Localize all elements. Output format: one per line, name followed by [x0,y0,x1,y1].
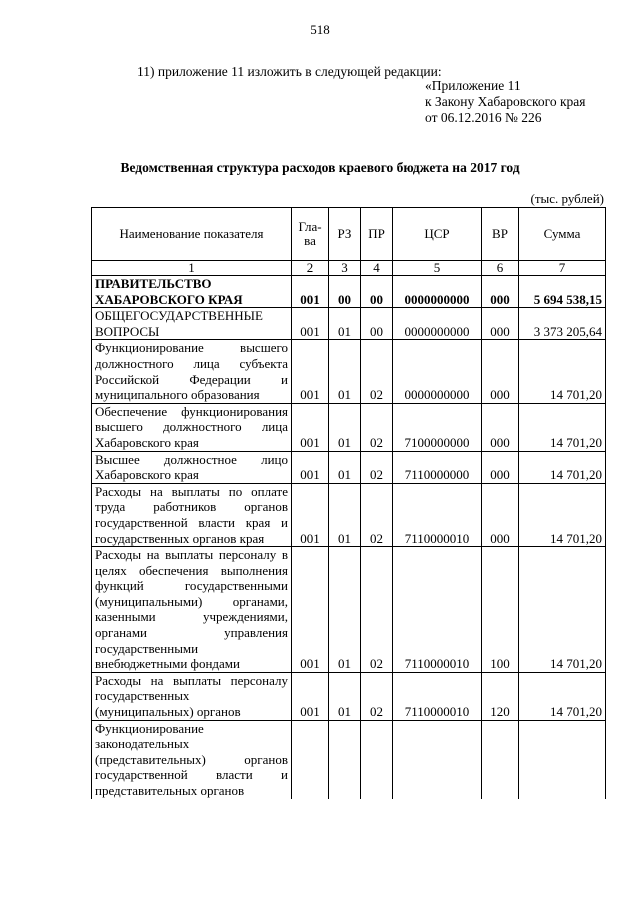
appendix-line-2: к Закону Хабаровского края [425,94,586,109]
row-pr: 02 [361,672,393,720]
header-row [92,208,606,261]
row-csr: 7110000010 [393,547,482,673]
row-vr: 100 [482,547,519,673]
row-vr: 000 [482,308,519,340]
row-csr: 7110000000 [393,451,482,483]
amendment-intro: 11) приложение 11 изложить в следующей редакции: [137,64,442,79]
row-csr: 7100000000 [393,403,482,451]
row-csr [393,720,482,798]
row-vr: 000 [482,403,519,451]
table-row [92,340,606,403]
budget-table [91,207,606,799]
row-csr: 7110000010 [393,672,482,720]
row-pr: 02 [361,403,393,451]
table-row [92,403,606,451]
header-name: Наименование показателя [92,208,292,261]
column-number: 1 [92,261,292,276]
row-glava: 001 [292,276,329,308]
row-vr: 000 [482,451,519,483]
row-glava: 001 [292,672,329,720]
row-name: Расходы на выплаты персоналу государственных (муниципальных) органов [92,672,292,720]
row-csr: 0000000000 [393,340,482,403]
row-glava: 001 [292,547,329,673]
row-sum: 5 694 538,15 [519,276,606,308]
header-glava: Гла-ва [292,208,329,261]
table-row [92,308,606,340]
row-pr: 02 [361,547,393,673]
row-csr: 7110000010 [393,483,482,546]
column-number-row [92,261,606,276]
column-number: 2 [292,261,329,276]
table-row [92,451,606,483]
row-vr [482,720,519,798]
column-number: 6 [482,261,519,276]
row-name: Расходы на выплаты по оплате труда работников органов государственной власти края и государственных органов края [92,483,292,546]
table-row [92,547,606,673]
row-name: ПРАВИТЕЛЬСТВО ХАБАРОВСКОГО КРАЯ [92,276,292,308]
row-name: ОБЩЕГОСУДАРСТВЕННЫЕ ВОПРОСЫ [92,308,292,340]
appendix-line-1: «Приложение 11 [425,78,521,93]
row-name: Высшее должностное лицо Хабаровского края [92,451,292,483]
row-glava [292,720,329,798]
row-sum [519,720,606,798]
row-csr: 0000000000 [393,276,482,308]
header-csr: ЦСР [393,208,482,261]
row-sum: 14 701,20 [519,451,606,483]
row-rz: 01 [329,308,361,340]
row-vr: 120 [482,672,519,720]
row-name: Функционирование законодательных (представительных) органов государственной власти и представительных органов [92,720,292,798]
row-glava: 001 [292,483,329,546]
document-title: Ведомственная структура расходов краевого бюджета на 2017 год [120,160,520,175]
row-pr: 00 [361,308,393,340]
row-vr: 000 [482,483,519,546]
table-row [92,720,606,798]
column-number: 5 [393,261,482,276]
row-sum: 14 701,20 [519,483,606,546]
row-rz: 01 [329,483,361,546]
row-glava: 001 [292,403,329,451]
row-sum: 14 701,20 [519,340,606,403]
row-rz: 01 [329,547,361,673]
row-rz: 01 [329,403,361,451]
row-vr: 000 [482,340,519,403]
row-rz: 00 [329,276,361,308]
appendix-reference [425,78,586,126]
row-name: Функционирование высшего должностного лица субъекта Российской Федерации и муниципального образования [92,340,292,403]
row-rz: 01 [329,672,361,720]
row-csr: 0000000000 [393,308,482,340]
row-vr: 000 [482,276,519,308]
row-glava: 001 [292,340,329,403]
row-sum: 14 701,20 [519,547,606,673]
row-rz: 01 [329,340,361,403]
header-rz: РЗ [329,208,361,261]
row-sum: 3 373 205,64 [519,308,606,340]
column-number: 3 [329,261,361,276]
header-vr: ВР [482,208,519,261]
row-pr: 02 [361,451,393,483]
row-pr: 02 [361,340,393,403]
appendix-line-3: от 06.12.2016 № 226 [425,110,542,125]
table-row [92,483,606,546]
header-sum: Сумма [519,208,606,261]
row-name: Обеспечение функционирования высшего должностного лица Хабаровского края [92,403,292,451]
row-name: Расходы на выплаты персоналу в целях обеспечения выполнения функций государственными (муниципальными) органами, казенными учреждениями, органами управления государственными внебюджетными фондами [92,547,292,673]
column-number: 4 [361,261,393,276]
row-pr: 00 [361,276,393,308]
row-pr [361,720,393,798]
row-glava: 001 [292,451,329,483]
row-sum: 14 701,20 [519,403,606,451]
row-pr: 02 [361,483,393,546]
row-sum: 14 701,20 [519,672,606,720]
row-rz [329,720,361,798]
row-rz: 01 [329,451,361,483]
column-number: 7 [519,261,606,276]
row-glava: 001 [292,308,329,340]
units-note: (тыс. рублей) [530,191,604,206]
table-row [92,276,606,308]
page-number: 518 [310,22,330,37]
table-row [92,672,606,720]
header-pr: ПР [361,208,393,261]
